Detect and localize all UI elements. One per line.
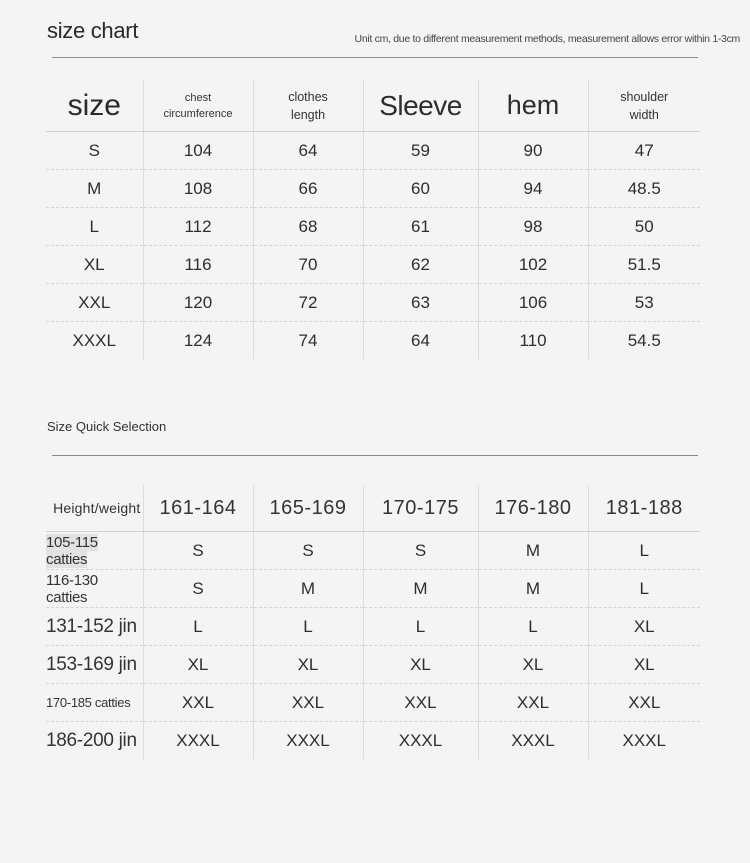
header-shoulder: shoulder width <box>588 80 700 132</box>
table-row <box>46 570 700 608</box>
height-range: 170-175 <box>363 485 478 532</box>
size-label: XL <box>46 246 143 284</box>
weight-range-label: 131-152 jin <box>46 615 137 637</box>
recommended-size-cell: XXL <box>478 684 588 722</box>
measurement-cell: 60 <box>363 170 478 208</box>
table-row <box>46 646 700 684</box>
recommended-size-cell: XXXL <box>253 722 363 760</box>
recommended-size-cell: S <box>363 532 478 570</box>
size-label: S <box>46 132 143 170</box>
measurement-cell: 90 <box>478 132 588 170</box>
measurement-cell: 120 <box>143 284 253 322</box>
size-label: L <box>46 208 143 246</box>
measurement-cell: 70 <box>253 246 363 284</box>
table-row <box>46 722 700 760</box>
size-chart-table <box>46 80 700 359</box>
recommended-size-cell: XXXL <box>143 722 253 760</box>
measurement-cell: 59 <box>363 132 478 170</box>
weight-range <box>46 570 143 608</box>
header-length: clothes length <box>253 80 363 132</box>
header-chest: chest circumference <box>143 80 253 132</box>
measurement-cell: 104 <box>143 132 253 170</box>
recommended-size-cell: XXL <box>363 684 478 722</box>
size-label: M <box>46 170 143 208</box>
table-row <box>46 246 700 284</box>
measurement-cell: 102 <box>478 246 588 284</box>
recommended-size-cell: L <box>478 608 588 646</box>
recommended-size-cell: XXXL <box>363 722 478 760</box>
measurement-cell: 66 <box>253 170 363 208</box>
table-row <box>46 284 700 322</box>
size-label: XXXL <box>72 330 116 350</box>
recommended-size-cell: L <box>253 608 363 646</box>
page-title: size chart <box>47 18 139 43</box>
table-row <box>46 608 700 646</box>
measurement-cell: 54.5 <box>588 322 700 360</box>
recommended-size-cell: L <box>588 570 700 608</box>
recommended-size-cell: L <box>588 532 700 570</box>
measurement-cell: 64 <box>253 132 363 170</box>
header-size: size <box>46 80 143 132</box>
recommended-size-cell: XXL <box>588 684 700 722</box>
measurement-cell: 68 <box>253 208 363 246</box>
weight-range <box>46 722 143 760</box>
measurement-cell: 94 <box>478 170 588 208</box>
weight-range <box>46 532 143 570</box>
recommended-size-cell: S <box>143 570 253 608</box>
table-row <box>46 322 700 360</box>
table-row <box>46 132 700 170</box>
recommended-size-cell: S <box>143 532 253 570</box>
measurement-cell: 53 <box>588 284 700 322</box>
measurement-cell: 112 <box>143 208 253 246</box>
weight-range-label: 153-169 jin <box>46 653 137 675</box>
divider <box>52 57 698 58</box>
recommended-size-cell: M <box>478 532 588 570</box>
recommended-size-cell: XXXL <box>588 722 700 760</box>
weight-range <box>46 646 143 684</box>
measurement-cell: 74 <box>253 322 363 360</box>
recommended-size-cell: XXL <box>253 684 363 722</box>
recommended-size-cell: L <box>363 608 478 646</box>
table-row <box>46 170 700 208</box>
recommended-size-cell: XL <box>588 608 700 646</box>
recommended-size-cell: XL <box>363 646 478 684</box>
size-label: XXL <box>46 284 143 322</box>
measurement-cell: 124 <box>143 322 253 360</box>
measurement-cell: 106 <box>478 284 588 322</box>
measurement-cell: 51.5 <box>588 246 700 284</box>
weight-range-label: 105-115 catties <box>46 533 98 568</box>
recommended-size-cell: M <box>363 570 478 608</box>
weight-range <box>46 608 143 646</box>
measurement-cell: 63 <box>363 284 478 322</box>
weight-range-label: 170-185 catties <box>46 695 131 710</box>
measurement-cell: 116 <box>143 246 253 284</box>
recommended-size-cell: M <box>253 570 363 608</box>
weight-range <box>46 684 143 722</box>
measurement-cell: 61 <box>363 208 478 246</box>
measurement-cell: 47 <box>588 132 700 170</box>
recommended-size-cell: L <box>143 608 253 646</box>
quick-selection-title: Size Quick Selection <box>47 419 167 434</box>
header-hem: hem <box>478 80 588 132</box>
table-row <box>46 532 700 570</box>
height-range: 161-164 <box>143 485 253 532</box>
measurement-cell: 64 <box>363 322 478 360</box>
recommended-size-cell: XL <box>143 646 253 684</box>
size-table-header <box>46 80 700 132</box>
height-range: 165-169 <box>253 485 363 532</box>
recommended-size-cell: S <box>253 532 363 570</box>
table-row <box>46 208 700 246</box>
measurement-cell: 72 <box>253 284 363 322</box>
measurement-cell: 110 <box>478 322 588 360</box>
recommended-size-cell: XXXL <box>478 722 588 760</box>
recommended-size-cell: M <box>478 570 588 608</box>
height-range: 176-180 <box>478 485 588 532</box>
table-row <box>46 684 700 722</box>
measurement-cell: 48.5 <box>588 170 700 208</box>
measurement-note: Unit cm, due to different measurement methods, measurement allows error within 1-3cm <box>354 33 740 45</box>
recommended-size-cell: XXL <box>143 684 253 722</box>
height-range: 181-188 <box>588 485 700 532</box>
recommended-size-cell: XL <box>478 646 588 684</box>
measurement-cell: 62 <box>363 246 478 284</box>
measurement-cell: 98 <box>478 208 588 246</box>
quick-table-header <box>46 485 700 532</box>
measurement-cell: 50 <box>588 208 700 246</box>
height-weight-label: Height/weight <box>46 485 143 532</box>
header-sleeve: Sleeve <box>363 80 478 132</box>
recommended-size-cell: XL <box>253 646 363 684</box>
divider <box>52 455 698 456</box>
weight-range-label: 186-200 jin <box>46 729 137 751</box>
weight-range-label: 116-130 catties <box>46 571 98 606</box>
quick-selection-table <box>46 485 700 759</box>
measurement-cell: 108 <box>143 170 253 208</box>
recommended-size-cell: XL <box>588 646 700 684</box>
